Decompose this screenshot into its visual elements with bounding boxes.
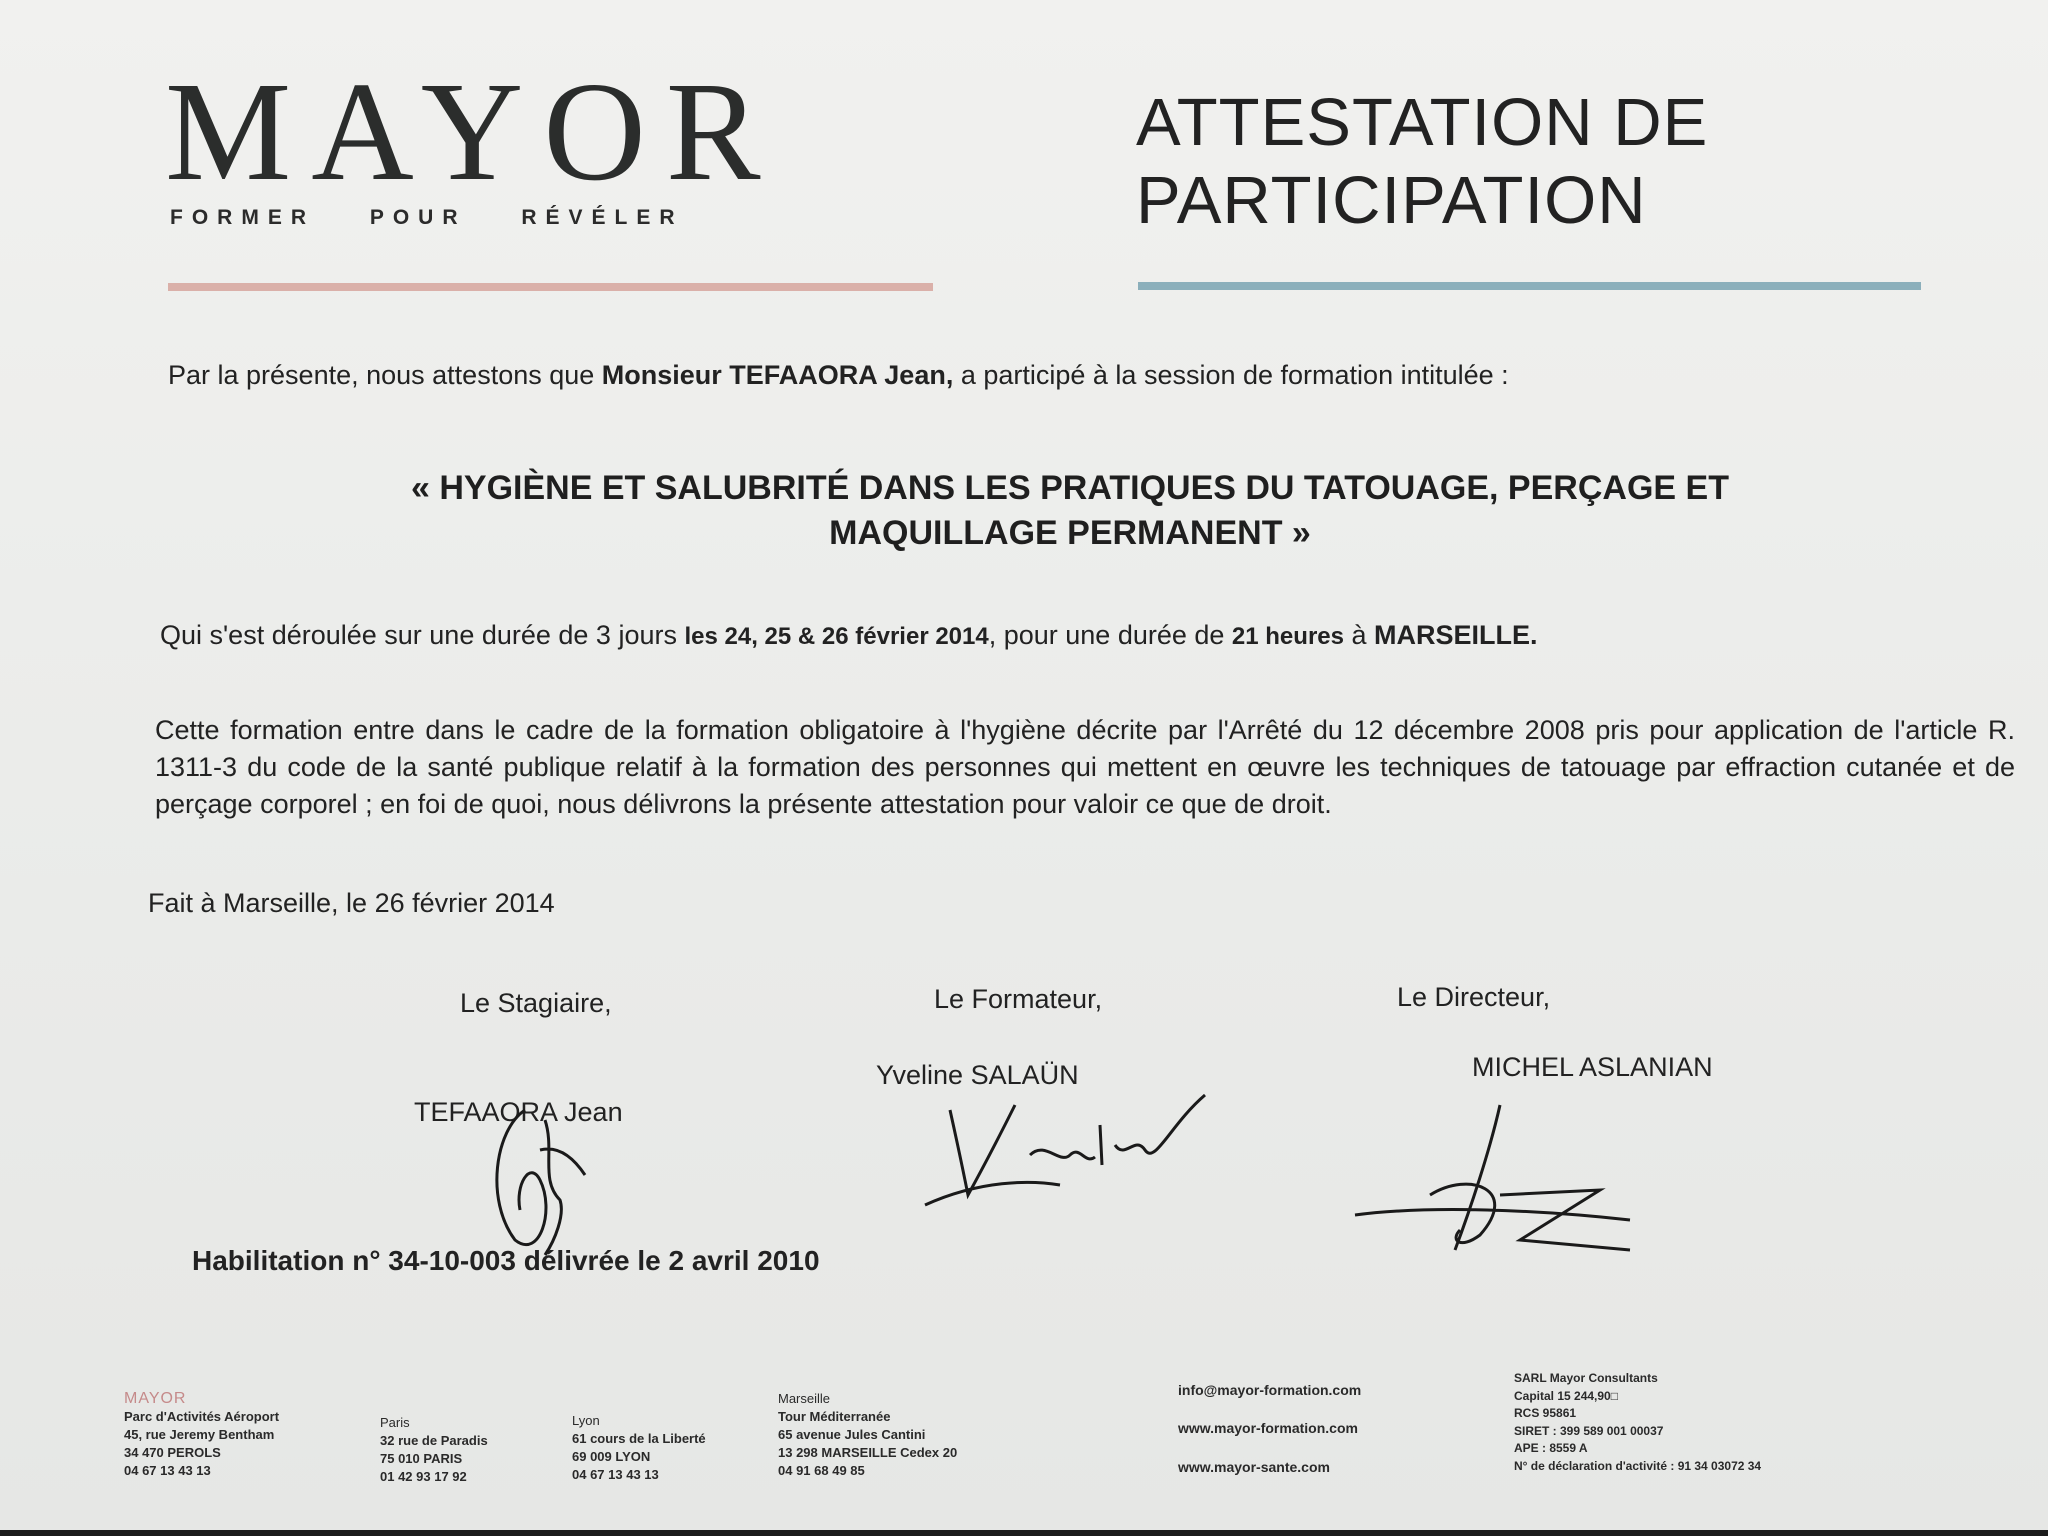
footer-phone: 01 42 93 17 92: [380, 1469, 467, 1484]
footer-company-line: SIRET : 399 589 001 00037: [1514, 1423, 1664, 1438]
footer-headquarters: [124, 1390, 279, 1480]
footer-address-line: 65 avenue Jules Cantini: [778, 1427, 926, 1442]
footer-website-sante: www.mayor-sante.com: [1178, 1459, 1330, 1475]
footer-hq-line: 34 470 PEROLS: [124, 1445, 221, 1460]
footer-city-name: Paris: [380, 1415, 410, 1430]
footer-address-line: 13 298 MARSEILLE Cedex 20: [778, 1445, 958, 1460]
footer-company-line: APE : 8559 A: [1514, 1441, 1588, 1455]
footer-address-line: 61 cours de la Liberté: [572, 1431, 706, 1446]
logo-tagline: FORMER POUR RÉVÉLER: [170, 206, 684, 229]
director-signature: [1350, 1100, 1640, 1260]
director-role: Le Directeur,: [1397, 982, 1551, 1012]
dates-days: les 24, 25 & 26 février 2014: [684, 623, 989, 650]
footer-marseille: [778, 1390, 957, 1480]
footer-company-line: RCS 95861: [1514, 1406, 1577, 1420]
dates-hours: 21 heures: [1231, 623, 1344, 650]
date-and-place: Fait à Marseille, le 26 février 2014: [148, 888, 555, 918]
footer-address-line: Tour Méditerranée: [778, 1409, 891, 1424]
course-title: [250, 466, 1890, 556]
footer-phone: 04 67 13 43 13: [572, 1467, 659, 1482]
footer-lyon: [572, 1412, 706, 1484]
footer-email: info@mayor-formation.com: [1178, 1382, 1362, 1398]
footer-company-line: Capital 15 244,90□: [1514, 1388, 1618, 1403]
title-line-1: ATTESTATION DE: [1136, 85, 1709, 160]
footer-hq-line: Parc d'Activités Aéroport: [124, 1409, 280, 1424]
dates-at: à: [1343, 620, 1375, 650]
trainee-signature: [485, 1090, 595, 1260]
footer-brand: MAYOR: [124, 1390, 187, 1407]
bottom-edge-bar: [0, 1530, 2048, 1536]
course-title-line-1: « HYGIÈNE ET SALUBRITÉ DANS LES PRATIQUES DU TATOUAGE, PERÇAGE ET: [411, 469, 1729, 507]
intro-after: a participé à la session de formation intitulée :: [953, 360, 1509, 390]
trainer-signature: [920, 1085, 1210, 1215]
trainee-sign-name: TEFAAORA Jean: [414, 1097, 623, 1127]
footer-address-line: 32 rue de Paradis: [380, 1433, 488, 1448]
footer-phone: 04 91 68 49 85: [778, 1463, 865, 1478]
footer-address-line: 75 010 PARIS: [380, 1451, 463, 1466]
dates-middle: , pour une durée de: [988, 620, 1232, 650]
footer-hq-line: 04 67 13 43 13: [124, 1463, 211, 1478]
title-line-2: PARTICIPATION: [1136, 163, 1647, 238]
footer-website-formation: www.mayor-formation.com: [1178, 1420, 1358, 1436]
mayor-logo: MAYOR: [165, 52, 781, 210]
document-title: [1136, 84, 1956, 240]
intro-before: Par la présente, nous attestons que: [168, 360, 602, 390]
footer-city-name: Lyon: [572, 1413, 600, 1428]
trainer-sign-name: Yveline SALAÜN: [876, 1060, 1079, 1090]
trainee-role: Le Stagiaire,: [460, 988, 612, 1018]
dates-paragraph: [160, 620, 2020, 651]
course-title-line-2: MAQUILLAGE PERMANENT »: [829, 514, 1311, 552]
trainer-role: Le Formateur,: [934, 984, 1103, 1014]
trainee-name-bold: Monsieur TEFAAORA Jean,: [601, 360, 954, 390]
dates-city: MARSEILLE.: [1374, 620, 1538, 650]
footer-company-line: N° de déclaration d'activité : 91 34 03072 34: [1514, 1458, 1762, 1473]
left-accent-rule: [168, 283, 933, 291]
footer-company-info: [1514, 1370, 1761, 1475]
footer-hq-line: 45, rue Jeremy Bentham: [124, 1427, 275, 1442]
dates-before: Qui s'est déroulée sur une durée de 3 jours: [160, 620, 685, 650]
footer-address-line: 69 009 LYON: [572, 1449, 651, 1464]
footer-city-name: Marseille: [778, 1391, 831, 1406]
right-accent-rule: [1138, 282, 1921, 290]
legal-paragraph: Cette formation entre dans le cadre de la formation obligatoire à l'hygiène décrite par l'Arrêté du 12 décembre 2008 pris pour application de l'article R. 1311-3 du code de la santé publique relatif à la formation des personnes qui mettent en œuvre les techniques de tatouage par effraction cutanée et de perçage corporel ; en foi de quoi, nous délivrons la présente attestation pour valoir ce que de droit.: [155, 715, 2015, 819]
footer-company-line: SARL Mayor Consultants: [1514, 1371, 1658, 1385]
director-sign-name: MICHEL ASLANIAN: [1472, 1052, 1713, 1082]
footer-paris: [380, 1414, 488, 1486]
habilitation-line: Habilitation n° 34-10-003 délivrée le 2 avril 2010: [192, 1245, 820, 1276]
intro-paragraph: [168, 360, 2028, 391]
